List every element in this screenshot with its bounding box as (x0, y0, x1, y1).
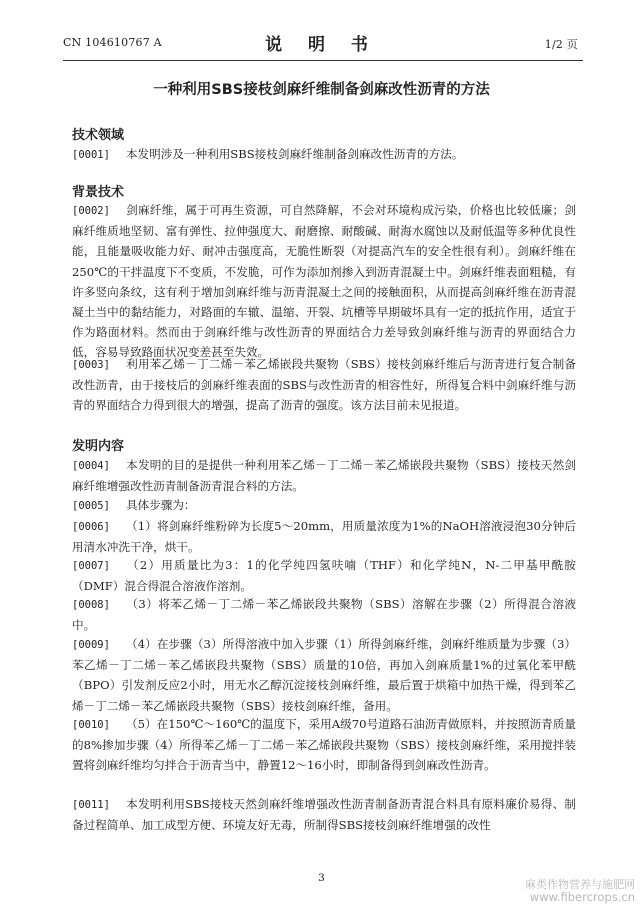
paragraph-0006 (72, 516, 576, 557)
patent-number: CN 104610767 A (63, 36, 162, 49)
section-heading-background: 背景技术 (72, 185, 125, 200)
paragraph-0008 (72, 594, 576, 635)
paragraph-number: [0011] (72, 799, 110, 811)
paragraph-number: [0001] (72, 149, 110, 161)
paragraph-text: 本发明利用SBS接枝天然剑麻纤维增强改性沥青制备沥青混合料具有原料廉价易得、制备过程简单、加工成型方便、环境友好无毒，所制得SBS接枝剑麻纤维增强的改性 (72, 797, 576, 833)
paragraph-0010 (72, 714, 576, 776)
paragraph-text: 具体步骤为： (125, 498, 196, 512)
page-number: 3 (318, 872, 325, 884)
paragraph-text: （3）将苯乙烯－丁二烯－苯乙烯嵌段共聚物（SBS）溶解在步骤（2）所得混合溶液中。 (72, 597, 576, 633)
paragraph-text: （5）在150℃～160℃的温度下，采用A级70号道路石油沥青做原料，并按照沥青质量的8%掺加步骤（4）所得苯乙烯－丁二烯－苯乙烯嵌段共聚物（SBS）接枝剑麻纤维，采用搅拌装置将剑麻纤维均匀拌合于沥青当中，静置12～16小时，即制备得到剑麻改性沥青。 (72, 717, 576, 773)
paragraph-number: [0008] (72, 599, 110, 611)
section-heading-technical-field: 技术领域 (72, 128, 125, 143)
paragraph-number: [0003] (72, 359, 110, 371)
page-indicator: 1/2 页 (544, 38, 578, 51)
paragraph-number: [0009] (72, 639, 110, 651)
paragraph-0007 (72, 555, 576, 596)
watermark-url: www.fibercrops.cn (529, 890, 635, 904)
paragraph-text: 本发明的目的是提供一种利用苯乙烯－丁二烯－苯乙烯嵌段共聚物（SBS）接枝天然剑麻纤维增强改性沥青制备沥青混合料的方法。 (72, 458, 576, 494)
paragraph-number: [0005] (72, 500, 110, 512)
paragraph-number: [0007] (72, 560, 110, 572)
paragraph-number: [0010] (72, 719, 110, 731)
paragraph-text: 剑麻纤维，属于可再生资源，可自然降解，不会对环境构成污染，价格也比较低廉；剑麻纤维质地坚韧、富有弹性、拉伸强度大、耐磨擦、耐酸碱、耐海水腐蚀以及耐低温等多种优良性能，且能量吸收能力好、耐冲击强度高，无脆性断裂（对提高汽车的安全性很有利）。剑麻纤维在250℃的干拌温度下不变质，不发脆，可作为添加剂掺入到沥青混凝土中。剑麻纤维表面粗糙，有许多竖向条纹，这有利于增加剑麻纤维与沥青混凝土之间的接触面积，从而提高剑麻纤维在沥青混凝土当中的黏结能力，对路面的车辙、温缩、开裂、坑槽等早期破坏具有一定的抵抗作用，适宜于作为路面材料。然而由于剑麻纤维与改性沥青的界面结合力差导致剑麻纤维与沥青的界面结合力低，容易导致路面状况变差甚至失效。 (72, 203, 576, 360)
site-watermark (525, 878, 635, 904)
paragraph-number: [0006] (72, 521, 110, 533)
header-rule (63, 60, 583, 61)
paragraph-text: （2）用质量比为3：1的化学纯四氢呋喃（THF）和化学纯N，N-二甲基甲酰胺（DMF）混合得混合溶液作溶剂。 (72, 558, 576, 594)
paragraph-0003 (72, 354, 576, 416)
paragraph-0004 (72, 455, 576, 496)
paragraph-number: [0002] (72, 205, 110, 217)
paragraph-0005 (72, 495, 576, 516)
watermark-site-name: 麻类作物营养与施肥网 (525, 878, 635, 891)
paragraph-text: 本发明涉及一种利用SBS接枝剑麻纤维制备剑麻改性沥青的方法。 (125, 147, 464, 161)
document-title: 一种利用SBS接枝剑麻纤维制备剑麻改性沥青的方法 (153, 82, 490, 98)
paragraph-text: （1）将剑麻纤维粉碎为长度5～20mm，用质量浓度为1%的NaOH溶液浸泡30分钟后用清水冲洗干净，烘干。 (72, 519, 576, 555)
section-heading-summary: 发明内容 (72, 439, 125, 454)
paragraph-text: 利用苯乙烯－丁二烯－苯乙烯嵌段共聚物（SBS）接枝剑麻纤维后与沥青进行复合制备改性沥青，由于接枝后的剑麻纤维表面的SBS与改性沥青的相容性好，所得复合料中剑麻纤维与沥青的界面结合力得到很大的增强，提高了沥青的强度。该方法目前未见报道。 (72, 357, 576, 413)
paragraph-0011 (72, 794, 576, 835)
paragraph-number: [0004] (72, 460, 110, 472)
paragraph-text: （4）在步骤（3）所得溶液中加入步骤（1）所得剑麻纤维，剑麻纤维质量为步骤（3）苯乙烯－丁二烯－苯乙烯嵌段共聚物（SBS）质量的10倍，再加入剑麻质量1%的过氧化苯甲酰（BPO）引发剂反应2小时，用无水乙醇沉淀接枝剑麻纤维，最后置于烘箱中加热干燥，得到苯乙烯－丁二烯－苯乙烯嵌段共聚物（SBS）接枝剑麻纤维，备用。 (72, 637, 576, 713)
paragraph-0002 (72, 200, 576, 363)
document-type: 说 明 书 (265, 35, 378, 55)
paragraph-0001 (72, 144, 576, 165)
paragraph-0009 (72, 634, 576, 716)
